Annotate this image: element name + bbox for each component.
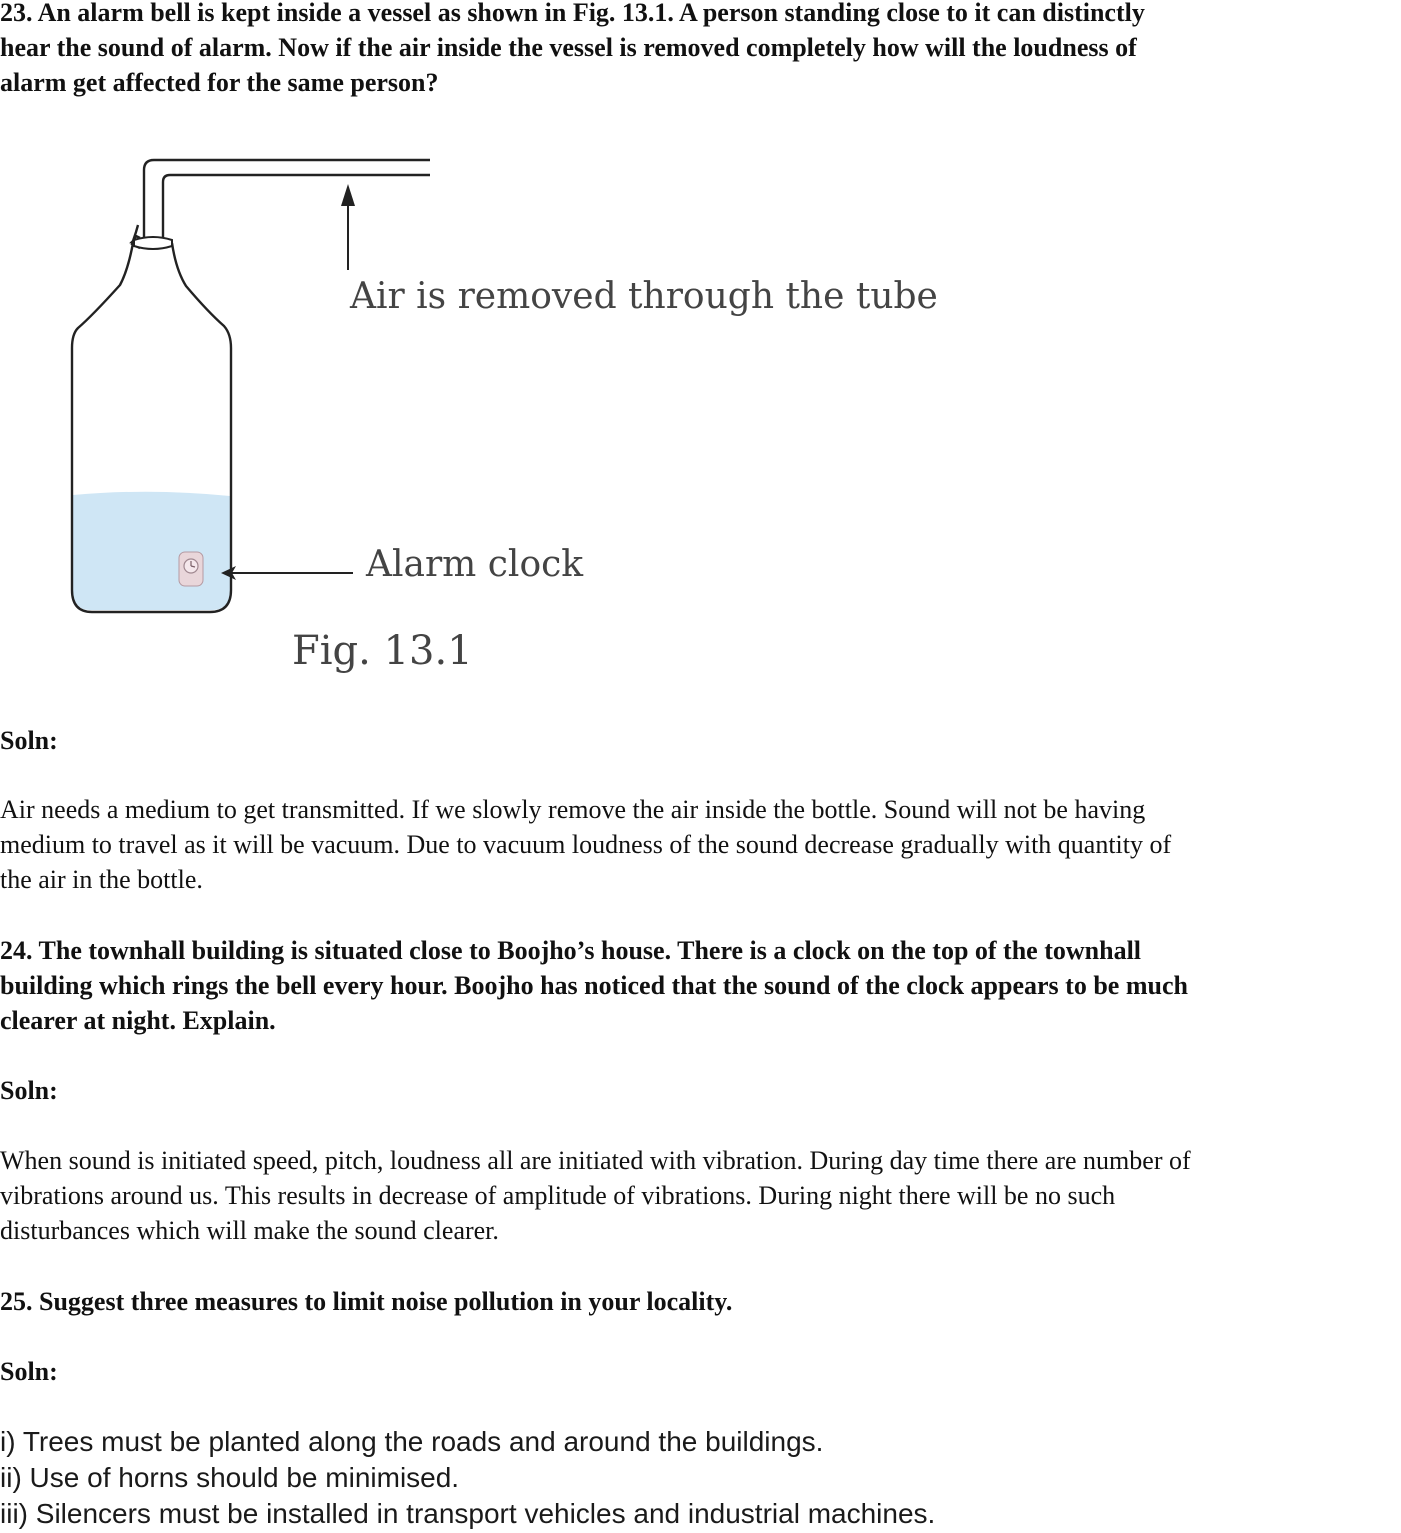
answer-25-list — [0, 1424, 935, 1532]
bottle-neck-ring — [134, 237, 172, 249]
figure-caption: Fig. 13.1 — [292, 628, 473, 674]
soln-label-24: Soln: — [0, 1076, 58, 1105]
question-23-line: alarm get affected for the same person? — [0, 68, 439, 97]
list-item: iii) Silencers must be installed in transport vehicles and industrial machines. — [0, 1498, 936, 1529]
suction-tube-inner — [163, 175, 430, 238]
alarm-clock-icon — [179, 552, 203, 586]
answer-23-line: the air in the bottle. — [0, 865, 203, 894]
question-24-line: clearer at night. Explain. — [0, 1006, 276, 1035]
list-item: i) Trees must be planted along the roads and around the buildings. — [0, 1426, 824, 1457]
answer-23-line: medium to travel as it will be vacuum. Due to vacuum loudness of the sound decrease gradually with quantity of — [0, 830, 1172, 859]
question-25-line: 25. Suggest three measures to limit noise pollution in your locality. — [0, 1287, 733, 1316]
air-arrow-head — [341, 184, 355, 206]
answer-24 — [0, 1143, 1191, 1248]
bottle-diagram — [0, 120, 1000, 700]
question-25 — [0, 1284, 732, 1319]
answer-23-line: Air needs a medium to get transmitted. If we slowly remove the air inside the bottle. Sound will not be having — [0, 795, 1146, 824]
question-24-line: building which rings the bell every hour. Boojho has noticed that the sound of the clock appears to be much — [0, 971, 1188, 1000]
tube-label: Air is removed through the tube — [350, 276, 938, 317]
question-23-line: hear the sound of alarm. Now if the air inside the vessel is removed completely how will the loudness of — [0, 33, 1137, 62]
soln-label-23: Soln: — [0, 726, 58, 755]
answer-24-line: vibrations around us. This results in decrease of amplitude of vibrations. During night there will be no such — [0, 1181, 1116, 1210]
answer-23 — [0, 792, 1171, 897]
answer-24-line: disturbances which will make the sound clearer. — [0, 1216, 499, 1245]
question-23-line: 23. An alarm bell is kept inside a vessel as shown in Fig. 13.1. A person standing close to it can distinctly — [0, 0, 1145, 27]
water-fill — [73, 492, 230, 610]
answer-24-line: When sound is initiated speed, pitch, loudness all are initiated with vibration. During day time there are number of — [0, 1146, 1191, 1175]
question-24-line: 24. The townhall building is situated close to Boojho’s house. There is a clock on the top of the townhall — [0, 936, 1142, 965]
figure-13-1 — [0, 120, 1000, 700]
question-23 — [0, 0, 1145, 100]
list-item: ii) Use of horns should be minimised. — [0, 1462, 460, 1493]
suction-tube — [144, 160, 430, 238]
question-24 — [0, 933, 1188, 1038]
clock-label: Alarm clock — [366, 544, 584, 585]
soln-label-25: Soln: — [0, 1357, 58, 1386]
